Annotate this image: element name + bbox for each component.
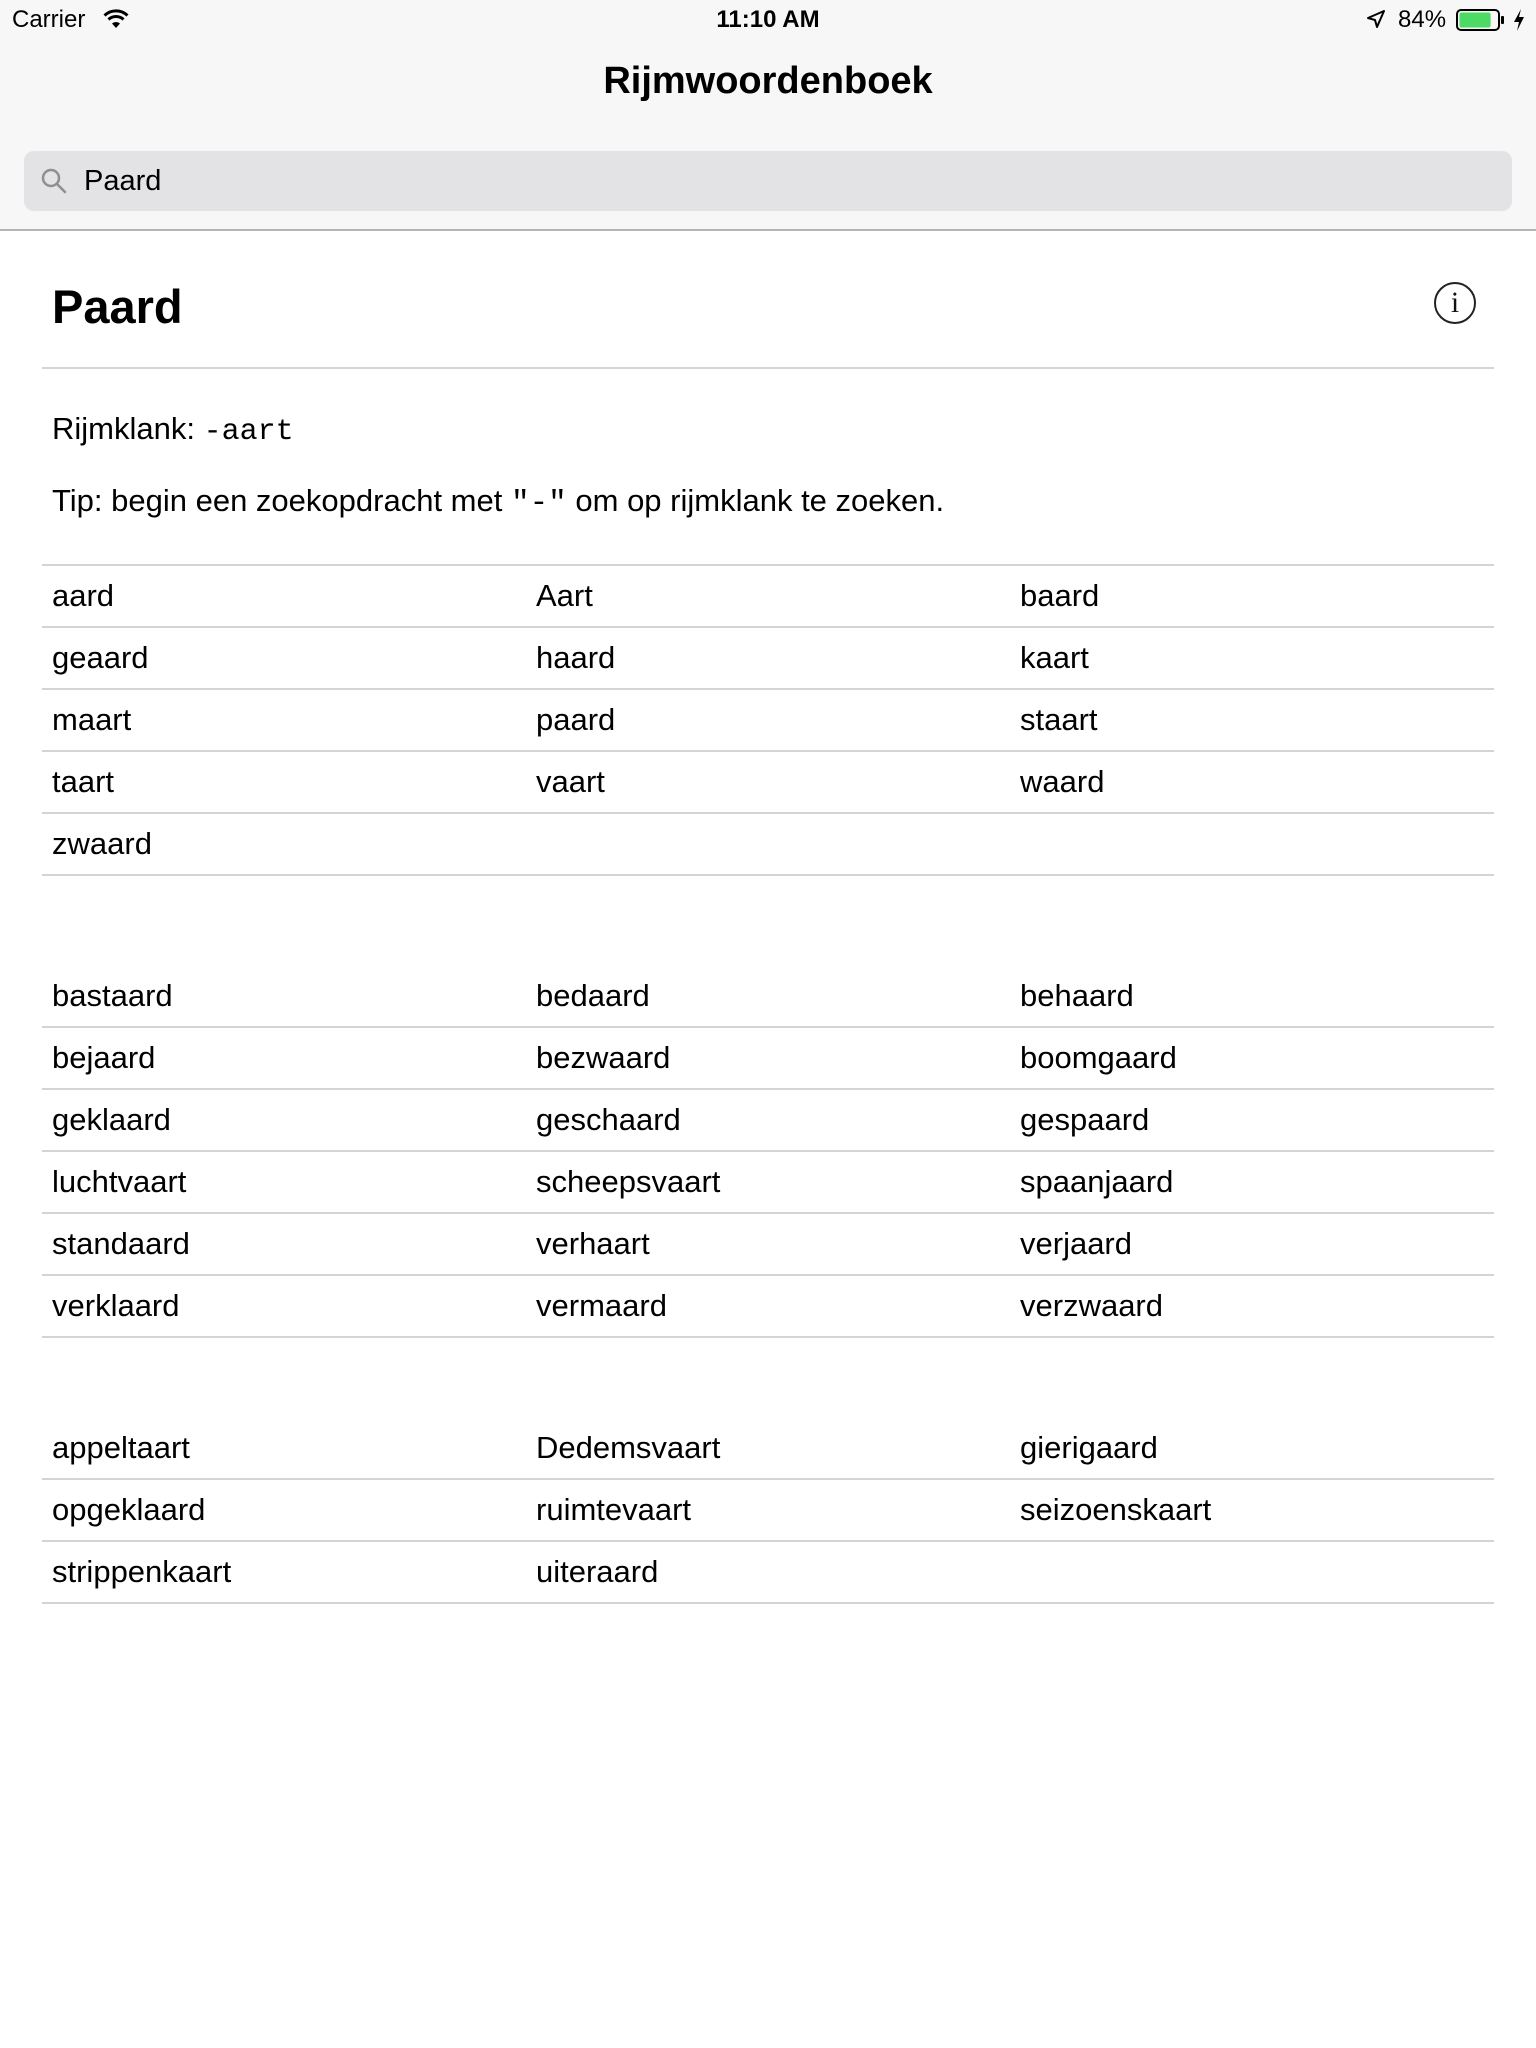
- rhyme-word[interactable]: baard: [1020, 578, 1100, 613]
- word-header: [42, 231, 1494, 369]
- status-bar: [0, 0, 1536, 40]
- rhyme-word[interactable]: opgeklaard: [52, 1492, 206, 1527]
- rhyme-word[interactable]: spaanjaard: [1020, 1164, 1174, 1199]
- table-row: [42, 566, 1494, 628]
- rhyme-word[interactable]: haard: [536, 640, 616, 675]
- rhyme-word[interactable]: [536, 814, 1006, 874]
- tip-quote: "-": [510, 486, 567, 521]
- rhyme-word[interactable]: geschaard: [536, 1102, 681, 1137]
- rhyme-word[interactable]: [1020, 814, 1490, 874]
- page-title: Rijmwoordenboek: [603, 60, 933, 102]
- rhyme-sound-line: [52, 411, 294, 449]
- rhyme-word[interactable]: ruimtevaart: [536, 1492, 692, 1527]
- rhyme-word[interactable]: bezwaard: [536, 1040, 671, 1075]
- rhyme-sound-label: Rijmklank:: [52, 411, 204, 446]
- search-tip: [52, 483, 944, 521]
- table-row: [42, 1152, 1494, 1214]
- rhyme-word[interactable]: kaart: [1020, 640, 1089, 675]
- rhyme-group-2: [42, 966, 1494, 1338]
- rhyme-word[interactable]: geklaard: [52, 1102, 171, 1137]
- rhyme-word[interactable]: verzwaard: [1020, 1288, 1163, 1323]
- search-bar[interactable]: [24, 151, 1512, 211]
- table-row: [42, 1214, 1494, 1276]
- tip-suffix: om op rijmklank te zoeken.: [566, 483, 945, 518]
- info-icon[interactable]: i: [1434, 282, 1476, 324]
- rhyme-word[interactable]: waard: [1020, 764, 1105, 799]
- tip-prefix: Tip: begin een zoekopdracht met: [52, 483, 511, 518]
- table-row: [42, 1090, 1494, 1152]
- navigation-header: [0, 0, 1536, 231]
- search-input[interactable]: [84, 151, 1484, 211]
- table-row: [42, 628, 1494, 690]
- rhyme-word[interactable]: gierigaard: [1020, 1430, 1158, 1465]
- table-row: [42, 690, 1494, 752]
- rhyme-sound-value: -aart: [203, 415, 294, 449]
- bolt-icon: [1512, 8, 1526, 32]
- table-row: [42, 966, 1494, 1028]
- rhyme-word[interactable]: Aart: [536, 578, 593, 613]
- rhyme-word[interactable]: [1020, 1542, 1490, 1602]
- rhyme-group-1: [42, 564, 1494, 876]
- rhyme-word[interactable]: behaard: [1020, 978, 1134, 1013]
- rhyme-word[interactable]: Dedemsvaart: [536, 1430, 721, 1465]
- table-row: [42, 1542, 1494, 1604]
- rhyme-word[interactable]: scheepsvaart: [536, 1164, 721, 1199]
- rhyme-results: [42, 231, 1494, 1589]
- rhyme-word[interactable]: zwaard: [52, 826, 152, 861]
- rhyme-word[interactable]: seizoenskaart: [1020, 1492, 1212, 1527]
- carrier-label: Carrier: [12, 6, 86, 33]
- rhyme-word[interactable]: geaard: [52, 640, 149, 675]
- rhyme-word[interactable]: verklaard: [52, 1288, 180, 1323]
- rhyme-word[interactable]: vermaard: [536, 1288, 667, 1323]
- table-row: [42, 752, 1494, 814]
- location-arrow-icon: [1366, 9, 1386, 29]
- table-row: [42, 1276, 1494, 1338]
- rhyme-word[interactable]: taart: [52, 764, 115, 799]
- table-row: [42, 1418, 1494, 1480]
- rhyme-word[interactable]: bastaard: [52, 978, 173, 1013]
- rhyme-word[interactable]: standaard: [52, 1226, 190, 1261]
- battery-icon: [1456, 9, 1506, 31]
- table-row: [42, 1028, 1494, 1090]
- battery-percent: 84%: [1398, 6, 1447, 33]
- rhyme-word[interactable]: appeltaart: [52, 1430, 190, 1465]
- rhyme-word[interactable]: strippenkaart: [52, 1554, 232, 1589]
- rhyme-word[interactable]: bedaard: [536, 978, 650, 1013]
- rhyme-word[interactable]: staart: [1020, 702, 1098, 737]
- table-row: [42, 1480, 1494, 1542]
- rhyme-word[interactable]: boomgaard: [1020, 1040, 1177, 1075]
- rhyme-word[interactable]: verjaard: [1020, 1226, 1132, 1261]
- rhyme-word[interactable]: vaart: [536, 764, 605, 799]
- rhyme-word[interactable]: paard: [536, 702, 616, 737]
- rhyme-word[interactable]: bejaard: [52, 1040, 156, 1075]
- rhyme-group-3: [42, 1418, 1494, 1604]
- rhyme-word[interactable]: uiteraard: [536, 1554, 659, 1589]
- battery-level-fill: [1460, 13, 1491, 28]
- rhyme-word[interactable]: verhaart: [536, 1226, 650, 1261]
- rhyme-word[interactable]: aard: [52, 578, 115, 613]
- word-title: Paard: [52, 280, 183, 333]
- table-row: [42, 814, 1494, 876]
- rhyme-word[interactable]: gespaard: [1020, 1102, 1150, 1137]
- rhyme-word[interactable]: maart: [52, 702, 132, 737]
- status-time: 11:10 AM: [716, 6, 820, 33]
- rhyme-word[interactable]: luchtvaart: [52, 1164, 187, 1199]
- search-icon: [40, 167, 68, 195]
